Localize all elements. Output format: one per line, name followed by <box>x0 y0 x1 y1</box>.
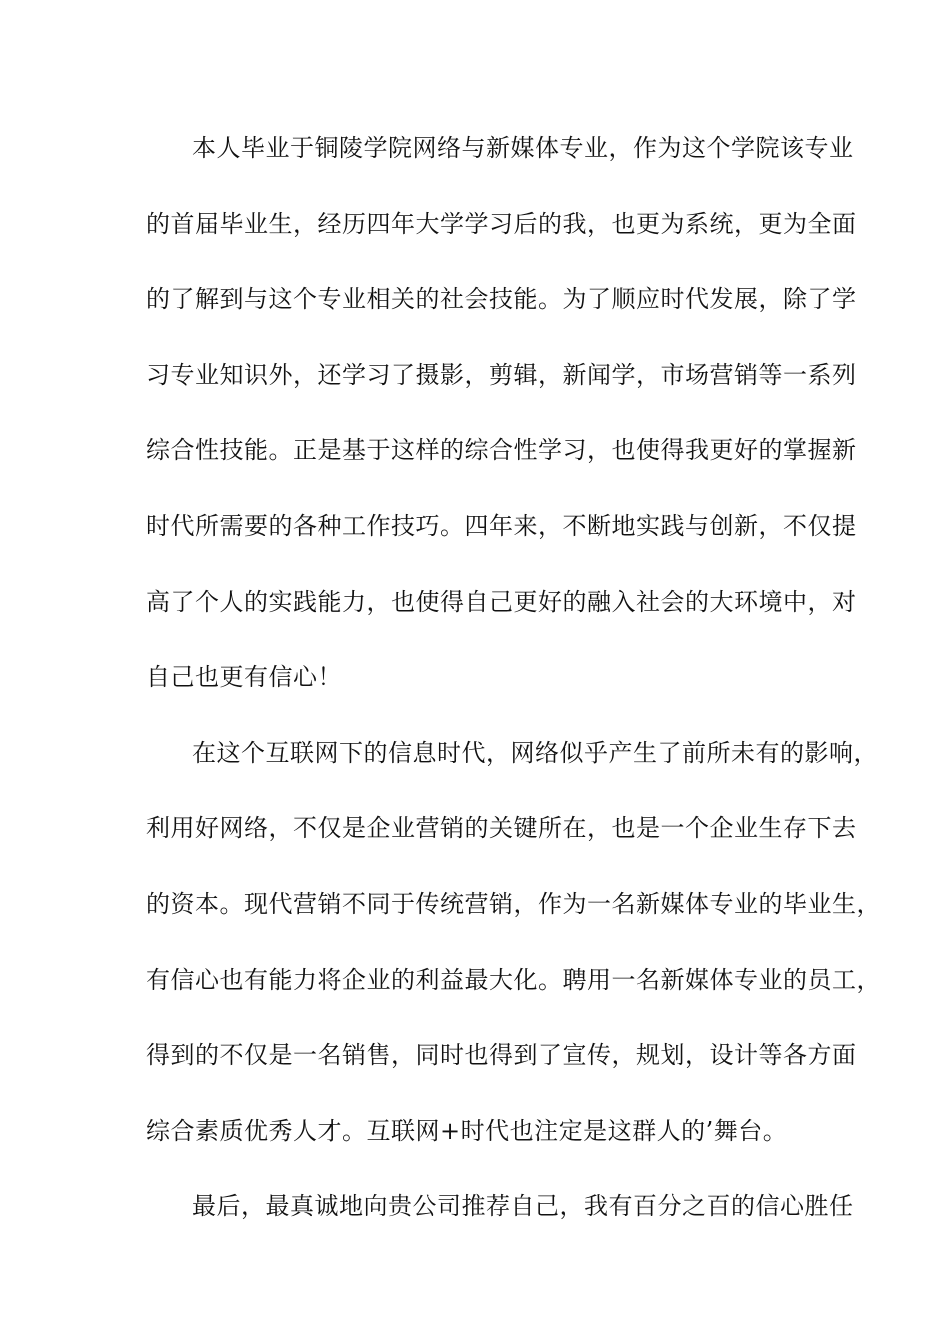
text-line: 有信心也有能力将企业的利益最大化。聘用一名新媒体专业的员工， <box>146 965 881 994</box>
text-line: 高了个人的实践能力，也使得自己更好的融入社会的大环境中，对 <box>146 587 857 616</box>
text-line: 本人毕业于铜陵学院网络与新媒体专业，作为这个学院该专业 <box>192 134 854 162</box>
document-body <box>146 128 881 1262</box>
text-line: 的了解到与这个专业相关的社会技能。为了顺应时代发展，除了学 <box>146 285 857 314</box>
text-line: 在这个互联网下的信息时代，网络似乎产生了前所未有的影响， <box>192 738 878 767</box>
text-line: 的首届毕业生，经历四年大学学习后的我，也更为系统，更为全面 <box>146 209 857 238</box>
text-line: 得到的不仅是一名销售，同时也得到了宣传，规划，设计等各方面 <box>146 1041 857 1070</box>
text-line: 利用好网络，不仅是企业营销的关键所在，也是一个企业生存下去 <box>146 814 857 843</box>
text-line: 综合素质优秀人才。互联网+时代也注定是这群人的’舞台。 <box>146 1116 788 1145</box>
text-line: 最后，最真诚地向贵公司推荐自己，我有百分之百的信心胜任 <box>192 1192 854 1221</box>
text-line: 综合性技能。正是基于这样的综合性学习，也使得我更好的掌握新 <box>146 436 857 465</box>
text-line: 的资本。现代营销不同于传统营销，作为一名新媒体专业的毕业生， <box>146 889 881 918</box>
text-line: 时代所需要的各种工作技巧。四年来，不断地实践与创新，不仅提 <box>146 511 857 540</box>
text-line: 习专业知识外，还学习了摄影，剪辑，新闻学，市场营销等一系列 <box>146 360 857 389</box>
text-line: 自己也更有信心！ <box>146 663 342 692</box>
